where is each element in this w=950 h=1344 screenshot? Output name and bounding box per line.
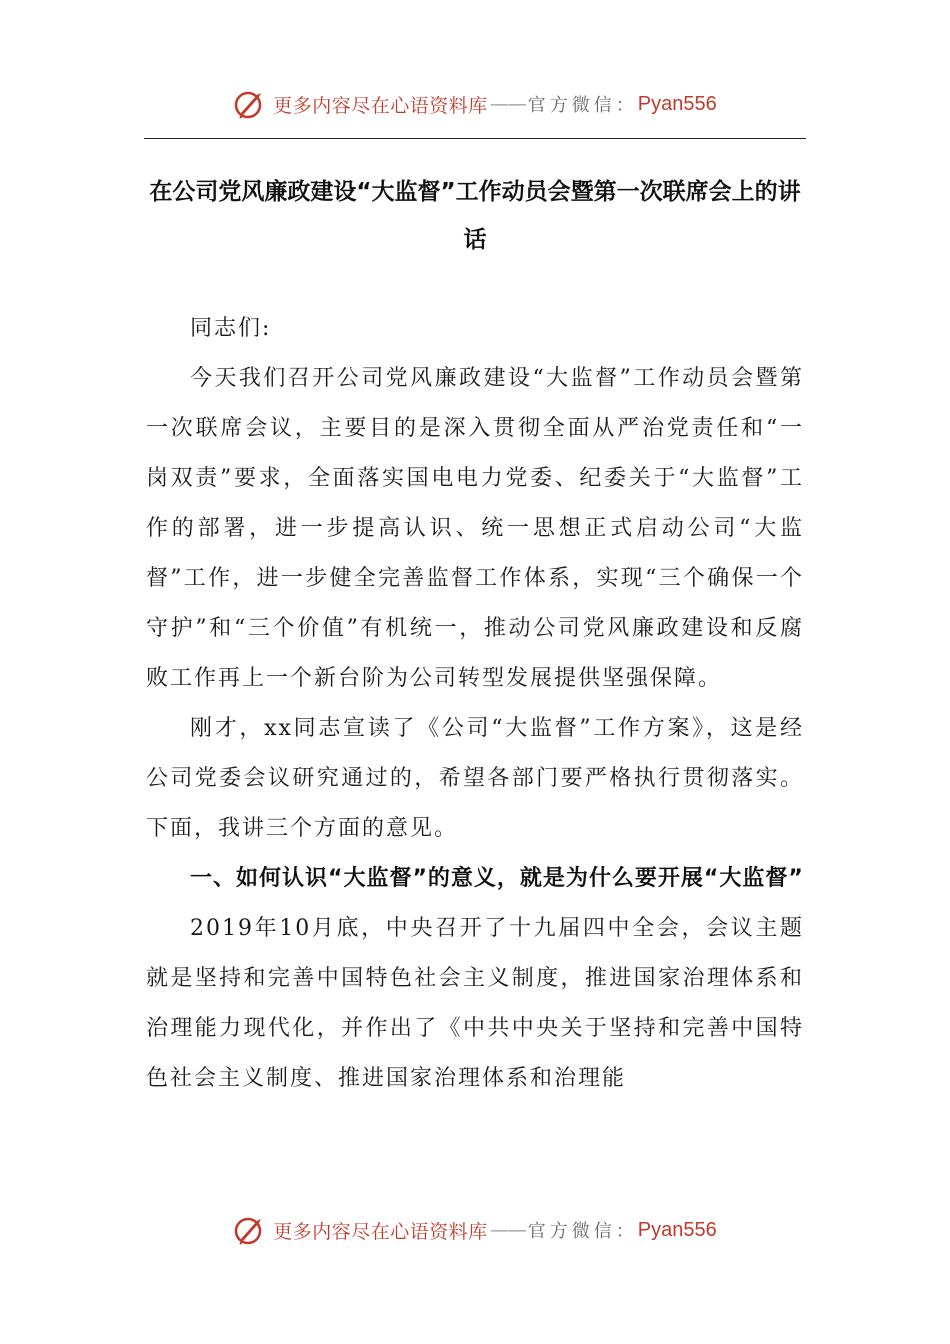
banner-dash: —— [489, 93, 526, 115]
paragraph-1: 今天我们召开公司党风廉政建设“大监督”工作动员会暨第一次联席会议，主要目的是深入贯彻全面从严治党责任和“一岗双责”要求，全面落实国电电力党委、纪委关于“大监督”工作的部署，进一步提高认识、统一思想正式启动公司“大监督”工作，进一步健全完善监督工作体系，实现“三个确保一个守护”和“三个价值”有机统一，推动公司党风廉政建设和反腐败工作再上一个新台阶为公司转型发展提供坚强保障。 [146, 366, 804, 691]
paragraph-3: 2019年10月底，中央召开了十九届四中全会，会议主题就是坚持和完善中国特色社会主义制度，推进国家治理体系和治理能力现代化，并作出了《中共中央关于坚持和完善中国特色社会主义制度、推进国家治理体系和治理能 [146, 916, 804, 1091]
document-title: 在公司党风廉政建设“大监督”工作动员会暨第一次联席会上的讲话 [149, 179, 801, 253]
banner-wechat-label: 官方微信： [527, 95, 638, 116]
header-divider [144, 138, 806, 139]
footer-watermark-banner [0, 1208, 950, 1252]
salutation: 同志们: [190, 316, 272, 341]
paragraph-2: 刚才，xx同志宣读了《公司“大监督”工作方案》，这是经公司党委会议研究通过的，希望各部门要严格执行贯彻落实。下面，我讲三个方面的意见。 [146, 716, 804, 841]
banner-dash: —— [489, 1219, 526, 1241]
header-watermark-banner [0, 82, 950, 126]
pen-logo-icon [233, 87, 267, 121]
pen-logo-icon [233, 1213, 267, 1247]
banner-text: 更多内容尽在心语资料库 [273, 1220, 488, 1243]
banner-wechat-id: Pyan556 [637, 1218, 717, 1241]
banner-wechat-label: 官方微信： [527, 1221, 638, 1242]
banner-wechat-id: Pyan556 [637, 92, 717, 115]
banner-text: 更多内容尽在心语资料库 [273, 94, 488, 117]
document-body [146, 168, 804, 1104]
section-heading-1: 一、如何认识“大监督”的意义，就是为什么要开展“大监督” [190, 866, 804, 891]
